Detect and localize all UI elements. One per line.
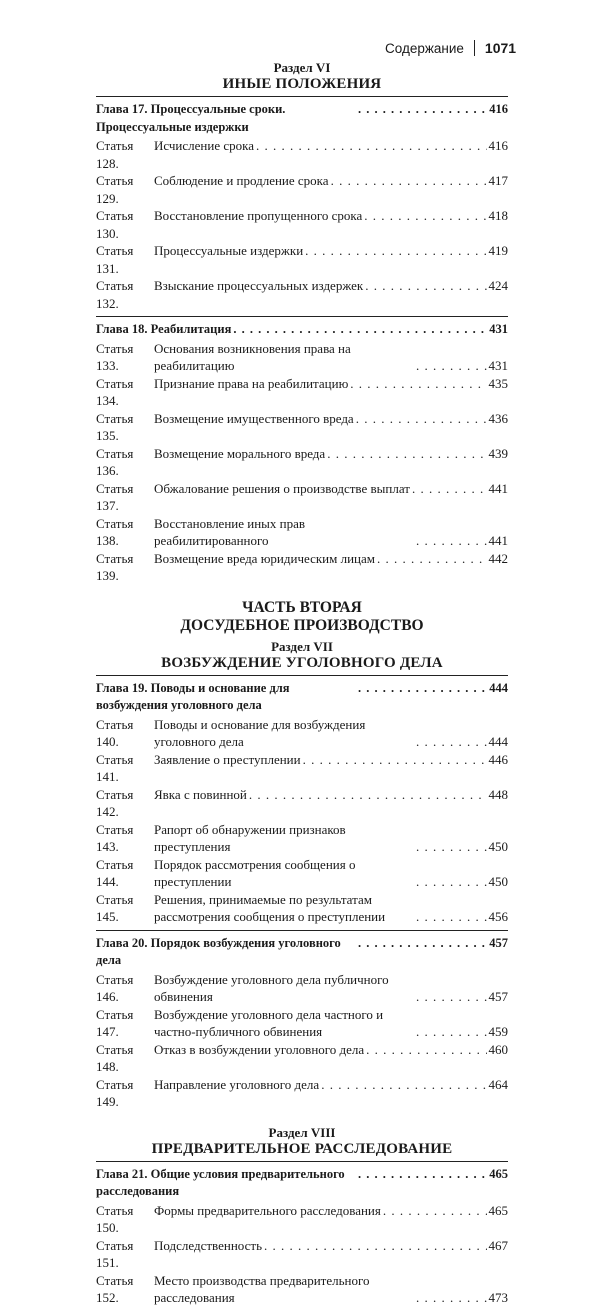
chapter-block <box>96 1161 508 1307</box>
article-page: 441 <box>488 480 508 496</box>
article-title: Отказ в возбуждении уголовного дела <box>154 1041 365 1057</box>
chapter-row <box>96 1166 508 1201</box>
section-label: Раздел VI <box>273 60 331 75</box>
table-of-contents <box>96 60 508 1307</box>
leader-dots <box>416 733 487 751</box>
article-number: Статья 152. <box>96 1272 134 1305</box>
leader-dots <box>383 1202 487 1220</box>
article-number: Статья 143. <box>96 821 134 854</box>
leader-dots <box>416 1023 487 1041</box>
chapter-title: Глава 20. Порядок возбуждения уголовного дела <box>96 935 341 967</box>
article-row <box>96 1237 508 1272</box>
article-title: Возмещение вреда юридическим лицам <box>154 550 375 566</box>
leader-dots <box>366 1041 486 1059</box>
article-page: 431 <box>488 358 508 373</box>
article-number: Статья 132. <box>96 278 134 311</box>
chapter-title: Глава 21. Общие условия предварительного расследования <box>96 1166 345 1198</box>
chapter-row <box>96 321 508 339</box>
article-page: 444 <box>488 734 508 749</box>
section-title: ИНЫЕ ПОЛОЖЕНИЯ <box>222 76 382 92</box>
article-page: 439 <box>488 445 508 461</box>
article-number: Статья 140. <box>96 716 134 749</box>
article-title: Поводы и основание для возбуждения уголовного дела <box>154 716 366 749</box>
article-title: Процессуальные издержки <box>154 243 304 258</box>
article-title: Возмещение морального вреда <box>154 445 326 461</box>
article-number: Статья 150. <box>96 1202 134 1235</box>
article-title: Соблюдение и продление срока <box>154 173 329 188</box>
article-title: Возбуждение уголовного дела публичного обвинения <box>154 971 389 1004</box>
article-number: Статья 129. <box>96 173 134 206</box>
article-page: 465 <box>488 1202 508 1218</box>
article-number: Статья 144. <box>96 856 134 889</box>
article-page: 450 <box>488 839 508 854</box>
section-heading <box>96 639 508 671</box>
article-page: 435 <box>488 375 508 391</box>
article-number: Статья 141. <box>96 751 134 784</box>
leader-dots <box>377 550 487 568</box>
leader-dots <box>358 101 487 119</box>
leader-dots <box>305 242 486 260</box>
section-heading <box>96 1125 508 1157</box>
article-row <box>96 751 508 786</box>
article-page: 457 <box>488 989 508 1004</box>
chapter-page: 444 <box>489 680 508 695</box>
section-gap <box>96 585 508 599</box>
leader-dots <box>249 786 487 804</box>
article-title: Возмещение имущественного вреда <box>154 410 354 426</box>
chapter-title: Глава 19. Поводы и основание для возбуждения уголовного дела <box>96 680 290 712</box>
leader-dots <box>416 908 487 926</box>
leader-dots <box>365 277 486 295</box>
article-number: Статья 142. <box>96 786 134 819</box>
leader-dots <box>264 1237 487 1255</box>
article-page: 424 <box>488 278 508 293</box>
article-title: Восстановление пропущенного срока <box>154 208 363 223</box>
article-number: Статья 145. <box>96 891 134 924</box>
article-row <box>96 971 508 1006</box>
leader-dots <box>358 680 487 698</box>
running-head-page-number: 1071 <box>484 40 517 56</box>
chapter-block <box>96 675 508 926</box>
part-heading: ЧАСТЬ ВТОРАЯ <box>242 598 362 616</box>
article-page: 450 <box>488 874 508 889</box>
article-row <box>96 1076 508 1111</box>
chapter-page: 416 <box>489 102 508 116</box>
article-row <box>96 550 508 585</box>
section-label: Раздел VII <box>271 638 333 654</box>
article-number: Статья 136. <box>96 445 134 478</box>
article-row <box>96 340 508 375</box>
article-page: 442 <box>488 550 508 566</box>
article-page: 456 <box>488 909 508 924</box>
article-number: Статья 130. <box>96 208 134 241</box>
leader-dots <box>256 137 486 155</box>
article-row <box>96 137 508 172</box>
article-row <box>96 891 508 926</box>
article-title: Порядок рассмотрения сообщения о преступлении <box>154 856 356 889</box>
article-title: Возбуждение уголовного дела частного и частно-публичного обвинения <box>154 1006 384 1039</box>
article-number: Статья 146. <box>96 971 134 1004</box>
article-number: Статья 139. <box>96 550 134 583</box>
article-number: Статья 149. <box>96 1076 134 1109</box>
chapter-block <box>96 930 508 1111</box>
section-heading <box>96 60 508 92</box>
leader-dots <box>416 838 487 856</box>
chapter-row <box>96 935 508 970</box>
article-row <box>96 375 508 410</box>
article-page: 417 <box>488 173 508 188</box>
running-head <box>385 40 516 56</box>
article-title: Основания возникновения права на реабилитацию <box>154 340 351 373</box>
leader-dots <box>416 1289 487 1307</box>
article-number: Статья 147. <box>96 1006 134 1039</box>
article-row <box>96 1202 508 1237</box>
article-page: 441 <box>488 533 508 548</box>
article-title: Заявление о преступлении <box>154 751 301 767</box>
article-number: Статья 131. <box>96 243 134 276</box>
article-page: 459 <box>488 1024 508 1039</box>
article-page: 467 <box>488 1237 508 1253</box>
leader-dots <box>412 480 487 498</box>
article-title: Решения, принимаемые по результатам рассмотрения сообщения о преступлении <box>154 891 386 924</box>
article-number: Статья 134. <box>96 375 134 408</box>
leader-dots <box>416 357 487 375</box>
article-page: 448 <box>488 786 508 802</box>
article-title: Место производства предварительного расследования <box>154 1272 370 1305</box>
chapter-page: 431 <box>489 322 508 336</box>
article-title: Рапорт об обнаружении признаков преступления <box>154 821 346 854</box>
part-heading: ДОСУДЕБНОЕ ПРОИЗВОДСТВО <box>180 616 424 634</box>
leader-dots <box>416 532 487 550</box>
section-title: ПРЕДВАРИТЕЛЬНОЕ РАССЛЕДОВАНИЕ <box>151 1140 453 1157</box>
article-row <box>96 277 508 312</box>
leader-dots <box>331 172 487 190</box>
chapter-row <box>96 101 508 136</box>
article-title: Подследственность <box>154 1237 262 1253</box>
leader-dots <box>321 1076 486 1094</box>
running-head-divider <box>474 40 475 56</box>
article-number: Статья 151. <box>96 1237 134 1270</box>
article-page: 436 <box>488 410 508 426</box>
article-row <box>96 1041 508 1076</box>
leader-dots <box>327 445 486 463</box>
article-number: Статья 148. <box>96 1041 134 1074</box>
leader-dots <box>350 375 486 393</box>
article-page: 419 <box>488 243 508 258</box>
chapter-page: 465 <box>489 1166 508 1181</box>
article-row <box>96 480 508 515</box>
chapter-block <box>96 96 508 312</box>
chapter-page: 457 <box>489 935 508 950</box>
article-title: Признание права на реабилитацию <box>154 375 349 391</box>
section-gap <box>96 1111 508 1125</box>
chapter-block <box>96 316 508 585</box>
article-title: Формы предварительного расследования <box>154 1202 381 1218</box>
article-number: Статья 133. <box>96 340 134 373</box>
article-title: Явка с повинной <box>154 786 247 802</box>
article-page: 418 <box>488 208 508 223</box>
article-row <box>96 445 508 480</box>
leader-dots <box>358 1166 487 1184</box>
article-row <box>96 1006 508 1041</box>
article-title: Обжалование решения о производстве выплат <box>154 480 410 496</box>
article-page: 460 <box>488 1041 508 1057</box>
leader-dots <box>358 935 487 953</box>
leader-dots <box>356 410 487 428</box>
article-page: 473 <box>488 1290 508 1305</box>
article-row <box>96 242 508 277</box>
article-row <box>96 207 508 242</box>
leader-dots <box>233 321 487 339</box>
article-title: Направление уголовного дела <box>154 1076 320 1092</box>
article-number: Статья 135. <box>96 410 134 443</box>
chapter-title: Глава 17. Процессуальные сроки. Процессуальные издержки <box>96 102 286 134</box>
section-label: Раздел VIII <box>268 1124 336 1140</box>
running-head-section: Содержание <box>385 40 464 56</box>
leader-dots <box>364 207 486 225</box>
article-row <box>96 172 508 207</box>
section-title: ВОЗБУЖДЕНИЕ УГОЛОВНОГО ДЕЛА <box>161 654 443 671</box>
leader-dots <box>303 751 487 769</box>
article-page: 446 <box>488 751 508 767</box>
chapter-row <box>96 680 508 715</box>
article-number: Статья 138. <box>96 515 134 548</box>
article-title: Взыскание процессуальных издержек <box>154 278 364 293</box>
article-page: 464 <box>488 1076 508 1092</box>
article-row <box>96 856 508 891</box>
leader-dots <box>416 988 487 1006</box>
article-page: 416 <box>488 138 508 153</box>
article-number: Статья 137. <box>96 480 134 513</box>
article-row <box>96 515 508 550</box>
article-row <box>96 716 508 751</box>
article-row <box>96 410 508 445</box>
chapter-title: Глава 18. Реабилитация <box>96 322 232 336</box>
article-title: Исчисление срока <box>154 138 255 153</box>
article-title: Восстановление иных прав реабилитированного <box>154 515 306 548</box>
article-row <box>96 1272 508 1307</box>
article-row <box>96 821 508 856</box>
leader-dots <box>416 873 487 891</box>
article-row <box>96 786 508 821</box>
article-number: Статья 128. <box>96 138 134 171</box>
